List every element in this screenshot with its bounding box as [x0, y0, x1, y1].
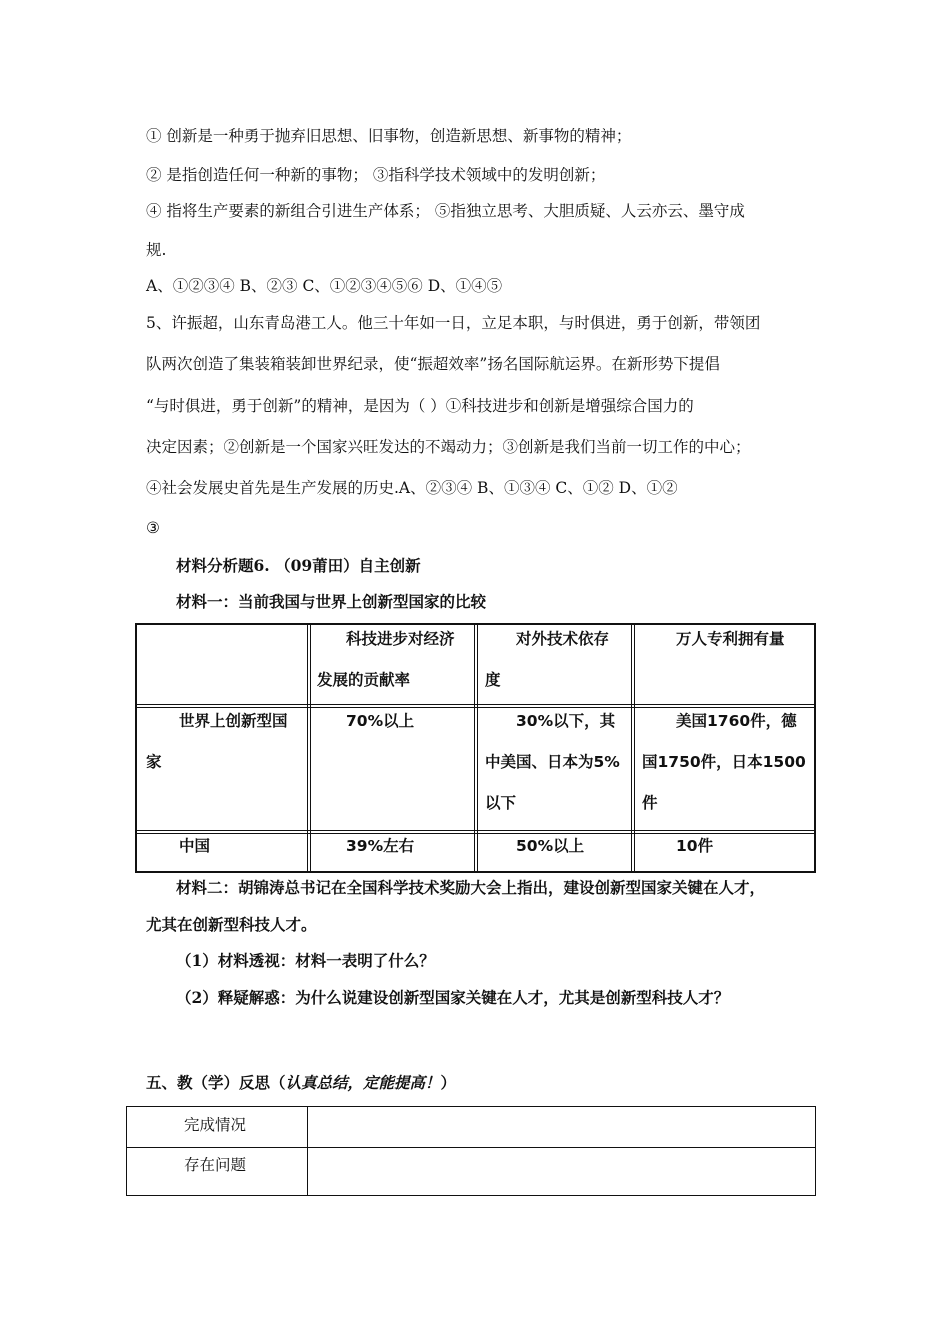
q5-line-1: 5、许振超，山东青岛港工人。他三十年如一日，立足本职，与时俱进，勇于创新，带领团	[146, 314, 761, 332]
q5-line-5: ④社会发展史首先是生产发展的历史.A、②③④ B、①③④ C、①② D、①②	[146, 479, 678, 497]
row-china-patents: 10件	[676, 837, 714, 855]
material1-title: 材料一：当前我国与世界上创新型国家的比较	[176, 592, 487, 611]
row-china-dependence: 50%以上	[516, 837, 585, 855]
answer-choices-4: A、①②③④ B、②③ C、①②③④⑤⑥ D、①④⑤	[146, 277, 503, 295]
option-line-4: 规.	[146, 241, 167, 259]
q5-line-2: 队两次创造了集装箱装卸世界纪录，使“振超效率”扬名国际航运界。在新形势下提倡	[146, 355, 720, 373]
q5-line-4: 决定因素；②创新是一个国家兴旺发达的不竭动力；③创新是我们当前一切工作的中心；	[146, 438, 751, 456]
existing-problems-label: 存在问题	[184, 1156, 247, 1174]
reflection-heading: 五、教（学）反思（认真总结，定能提高！）	[146, 1073, 457, 1092]
row-china-label: 中国	[179, 837, 211, 855]
reflection-table	[126, 1106, 816, 1196]
sub-question-2: （2）释疑解惑：为什么说建设创新型国家关键在人才，尤其是创新型科技人才？	[176, 988, 730, 1007]
q5-line-6: ③	[146, 519, 160, 537]
completion-status-label: 完成情况	[184, 1116, 247, 1134]
row-innovative-dependence: 30%以下，其 中美国、日本为5% 以下	[485, 712, 620, 812]
option-line-2: ② 是指创造任何一种新的事物； ③指科学技术领域中的发明创新；	[146, 166, 606, 184]
q5-line-3: “与时俱进，勇于创新”的精神，是因为（ ）①科技进步和创新是增强综合国力的	[146, 397, 694, 415]
material2-line-1: 材料二：胡锦涛总书记在全国科学技术奖励大会上指出，建设创新型国家关键在人才，	[176, 878, 766, 897]
row-innovative-patents: 美国1760件，德 国1750件，日本1500 件	[642, 712, 806, 812]
header-tech-dependence: 对外技术依存 度	[485, 630, 610, 689]
option-line-1: ① 创新是一种勇于抛弃旧思想、旧事物，创造新思想、新事物的精神；	[146, 127, 632, 145]
option-line-3: ④ 指将生产要素的新组合引进生产体系； ⑤指独立思考、大胆质疑、人云亦云、墨守成	[146, 202, 745, 220]
row-innovative-countries-label: 世界上创新型国 家	[146, 712, 288, 771]
header-contribution-rate: 科技进步对经济 发展的贡献率	[317, 630, 455, 689]
q6-title: 材料分析题6. （09莆田）自主创新	[176, 556, 421, 575]
material2-line-2: 尤其在创新型科技人才。	[146, 915, 317, 934]
sub-question-1: （1）材料透视：材料一表明了什么？	[176, 951, 435, 970]
comparison-table	[135, 623, 816, 873]
header-patents-per-10k: 万人专利拥有量	[676, 630, 785, 648]
row-innovative-contribution: 70%以上	[346, 712, 415, 730]
row-china-contribution: 39%左右	[346, 837, 415, 855]
